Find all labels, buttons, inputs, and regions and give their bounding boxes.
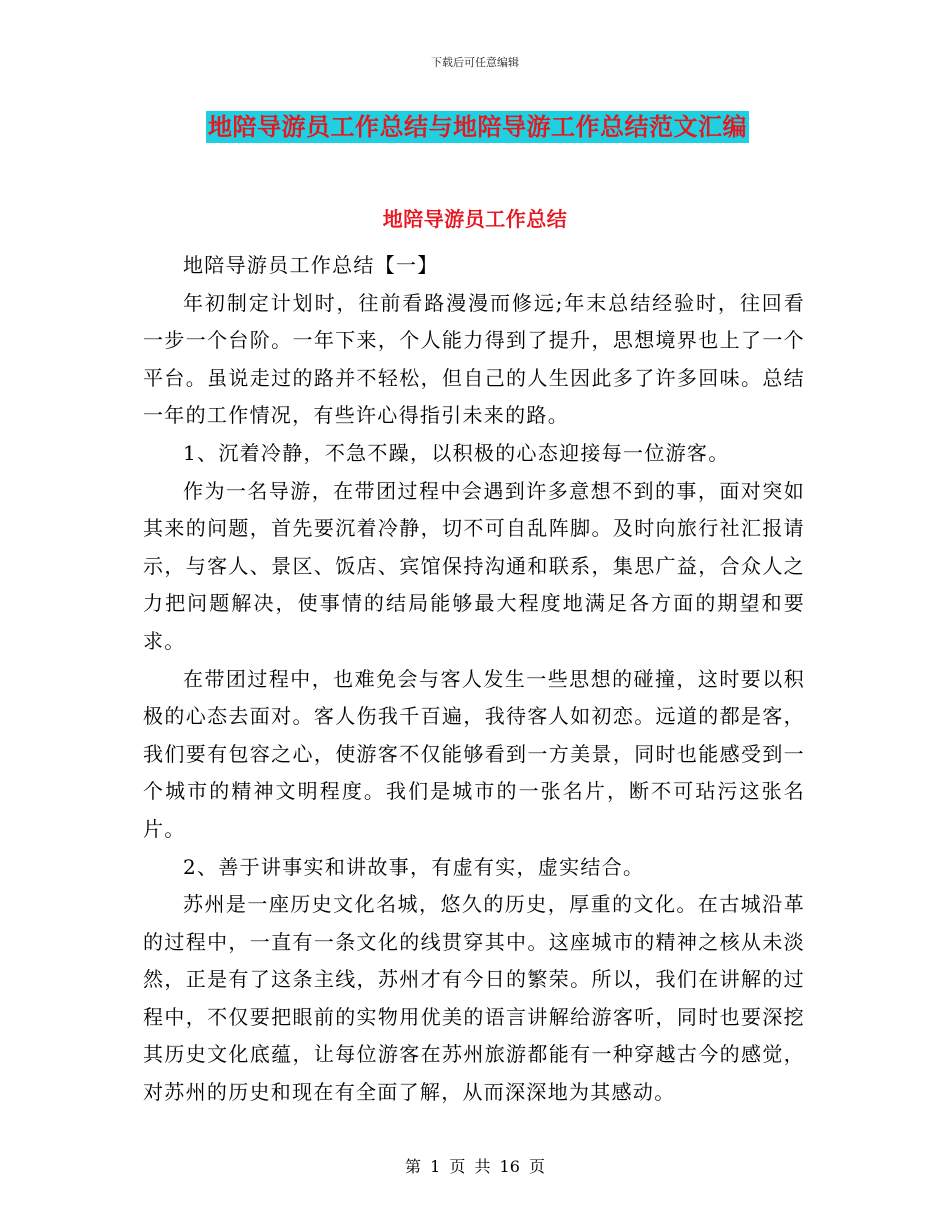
paragraph: 苏州是一座历史文化名城，悠久的历史，厚重的文化。在古城沿革的过程中，一直有一条文化的线贯穿其中。这座城市的精神之核从未淡然，正是有了这条主线，苏州才有今日的繁荣。所以，我们在讲解的过程中，不仅要把眼前的实物用优美的语言讲解给游客听，同时也要深挖其历史文化底蕴，让每位游客在苏州旅游都能有一种穿越古今的感觉，对苏州的历史和现在有全面了解，从而深深地为其感动。: [143, 892, 805, 1105]
header-note: 下载后可任意编辑: [431, 56, 519, 69]
paragraph: 在带团过程中，也难免会与客人发生一些思想的碰撞，这时要以积极的心态去面对。客人伤我千百遍，我待客人如初恋。远道的都是客，我们要有包容之心，使游客不仅能够看到一方美景，同时也能感受到一个城市的精神文明程度。我们是城市的一张名片，断不可玷污这张名片。: [143, 666, 805, 841]
paragraph: 年初制定计划时，往前看路漫漫而修远;年末总结经验时，往回看一步一个台阶。一年下来，个人能力得到了提升，思想境界也上了一个平台。虽说走过的路并不轻松，但自己的人生因此多了许多回味。总结一年的工作情况，有些许心得指引未来的路。: [143, 290, 805, 428]
section-title: 地陪导游员工作总结: [382, 207, 568, 231]
paragraph: 作为一名导游，在带团过程中会遇到许多意想不到的事，面对突如其来的问题，首先要沉着冷静，切不可自乱阵脚。及时向旅行社汇报请示，与客人、景区、饭店、宾馆保持沟通和联系，集思广益，合众人之力把问题解决，使事情的结局能够最大程度地满足各方面的期望和要求。: [143, 478, 805, 653]
document-title: 地陪导游员工作总结与地陪导游工作总结范文汇编: [208, 113, 747, 141]
document-body: [143, 247, 805, 1112]
paragraph-point-two: 2、善于讲事实和讲故事，有虚有实，虚实结合。: [183, 854, 645, 879]
page-number-footer: 第 1 页 共 16 页: [405, 1157, 545, 1176]
paragraph-heading-one: 地陪导游员工作总结【一】: [183, 253, 439, 277]
paragraph-point-one: 1、沉着冷静，不急不躁，以积极的心态迎接每一位游客。: [183, 440, 730, 465]
